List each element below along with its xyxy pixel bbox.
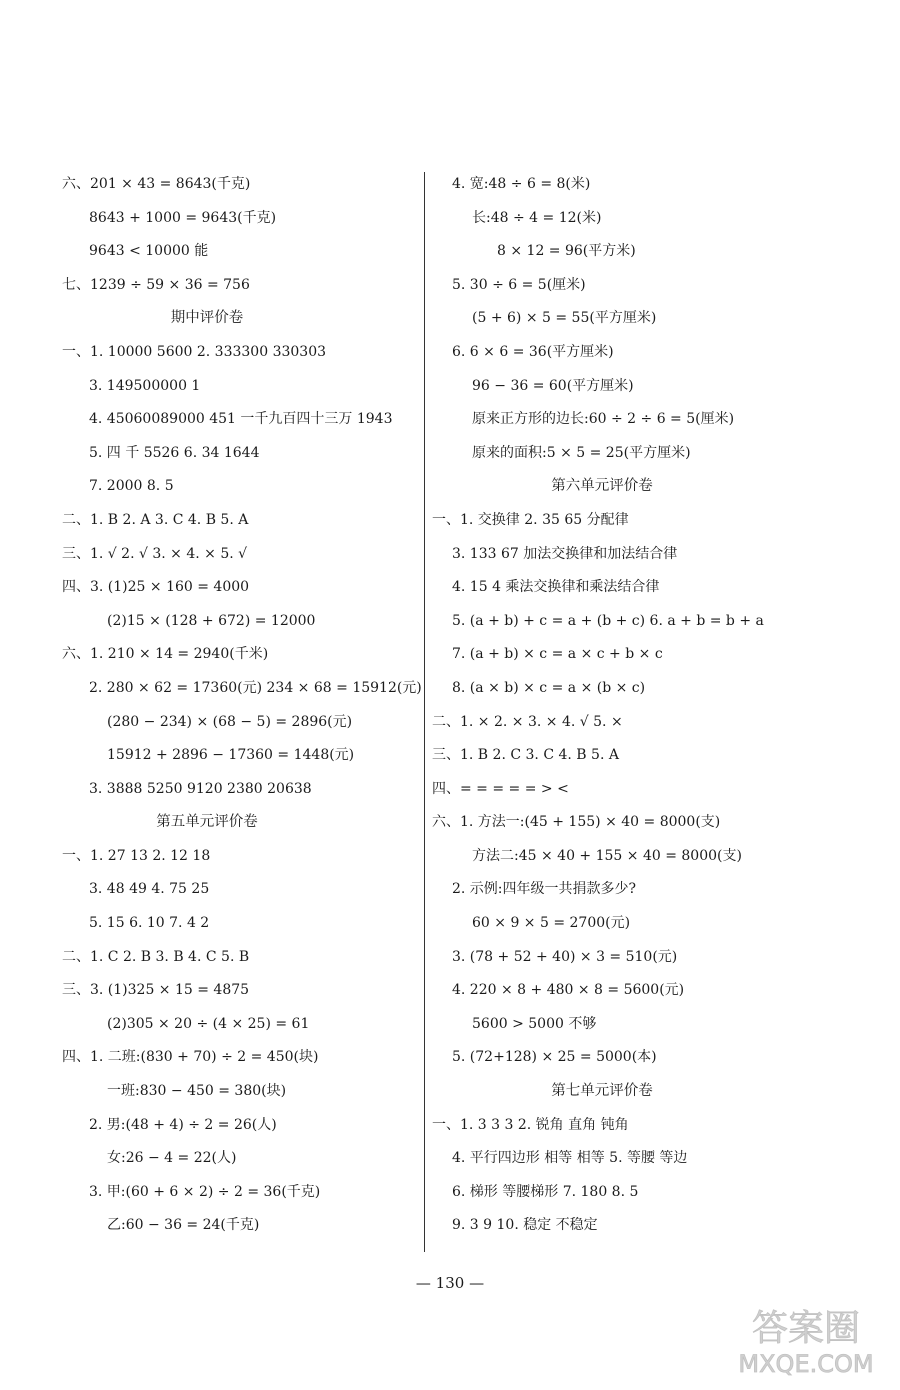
answer-line: 四、= = = = = > < (432, 780, 569, 797)
answer-line: (280 − 234) × (68 − 5) = 2896(元) (107, 713, 353, 730)
answer-line: (2)305 × 20 ÷ (4 × 25) = 61 (107, 1015, 310, 1032)
answer-line: 15912 + 2896 − 17360 = 1448(元) (107, 747, 355, 764)
section-heading: 第七单元评价卷 (551, 1083, 653, 1100)
answer-line: 一班:830 − 450 = 380(块) (107, 1083, 287, 1100)
answer-line: 乙:60 − 36 = 24(千克) (107, 1217, 260, 1234)
answer-line: 96 − 36 = 60(平方厘米) (472, 377, 634, 394)
answer-line: 2. 男:(48 + 4) ÷ 2 = 26(人) (89, 1116, 277, 1133)
answer-line: 原来的面积:5 × 5 = 25(平方厘米) (472, 444, 691, 461)
watermark-url: MXQE.COM (738, 1350, 874, 1378)
answer-line: 长:48 ÷ 4 = 12(米) (472, 209, 602, 226)
answer-line: 60 × 9 × 5 = 2700(元) (472, 915, 631, 932)
answer-line: 3. (78 + 52 + 40) × 3 = 510(元) (452, 948, 678, 965)
answer-line: 七、1239 ÷ 59 × 36 = 756 (62, 276, 250, 293)
answer-line: 8643 + 1000 = 9643(千克) (89, 209, 277, 226)
right-column (432, 168, 852, 1243)
left-column (62, 168, 422, 1243)
section-heading: 第六单元评价卷 (551, 478, 653, 495)
answer-line: 4. 平行四边形 相等 相等 5. 等腰 等边 (452, 1150, 688, 1167)
answer-line: (2)15 × (128 + 672) = 12000 (107, 612, 316, 629)
answer-line: 3. 48 49 4. 75 25 (89, 881, 210, 898)
answer-line: 三、1. √ 2. √ 3. × 4. × 5. √ (62, 545, 248, 562)
watermark-text: 答案圈 (751, 1308, 861, 1349)
answer-line: 2. 示例:四年级一共捐款多少? (452, 881, 637, 898)
answer-line: 5. 四 千 5526 6. 34 1644 (89, 444, 260, 461)
answer-line: 3. 133 67 加法交换律和加法结合律 (452, 545, 678, 562)
answer-line: 7. (a + b) × c = a × c + b × c (452, 646, 663, 663)
answer-line: 5. 30 ÷ 6 = 5(厘米) (452, 276, 586, 293)
watermark-logo (726, 1300, 886, 1380)
answer-line: 4. 宽:48 ÷ 6 = 8(米) (452, 176, 591, 192)
answer-line: 六、201 × 43 = 8643(千克) (62, 176, 251, 192)
answer-line: 一、1. 27 13 2. 12 18 (62, 847, 211, 864)
answer-line: 原来正方形的边长:60 ÷ 2 ÷ 6 = 5(厘米) (472, 411, 735, 428)
answer-line: 5. (a + b) + c = a + (b + c) 6. a + b = b + a (452, 612, 764, 629)
answer-line: 5. 15 6. 10 7. 4 2 (89, 915, 210, 932)
answer-line: 5600 > 5000 不够 (472, 1015, 597, 1032)
answer-line: 5. (72+128) × 25 = 5000(本) (452, 1049, 657, 1066)
answer-line: 9. 3 9 10. 稳定 不稳定 (452, 1217, 598, 1234)
answer-line: 六、1. 210 × 14 = 2940(千米) (62, 646, 269, 663)
answer-line: 8. (a × b) × c = a × (b × c) (452, 679, 646, 696)
answer-line: 二、1. C 2. B 3. B 4. C 5. B (62, 948, 250, 965)
answer-line: 女:26 − 4 = 22(人) (107, 1150, 237, 1167)
answer-line: 4. 15 4 乘法交换律和乘法结合律 (452, 579, 660, 596)
answer-line: 2. 280 × 62 = 17360(元) 234 × 68 = 15912(元) (89, 679, 422, 696)
answer-line: 一、1. 3 3 3 2. 锐角 直角 钝角 (432, 1116, 629, 1133)
answer-line: 二、1. B 2. A 3. C 4. B 5. A (62, 511, 249, 528)
answer-line: 8 × 12 = 96(平方米) (497, 243, 636, 260)
answer-line: 7. 2000 8. 5 (89, 478, 174, 495)
answer-line: 9643 < 10000 能 (89, 243, 209, 260)
answer-line: 3. 149500000 1 (89, 377, 201, 394)
answer-line: 3. 3888 5250 9120 2380 20638 (89, 780, 312, 797)
answer-line: 4. 45060089000 451 一千九百四十三万 1943 (89, 411, 393, 428)
answer-line: 六、1. 方法一:(45 + 155) × 40 = 8000(支) (432, 814, 721, 831)
section-heading: 期中评价卷 (170, 310, 244, 327)
answer-line: 6. 6 × 6 = 36(平方厘米) (452, 343, 614, 360)
section-heading: 第五单元评价卷 (156, 814, 258, 831)
answer-line: 四、1. 二班:(830 + 70) ÷ 2 = 450(块) (62, 1049, 319, 1066)
answer-line: 三、3. (1)325 × 15 = 4875 (62, 982, 250, 999)
page-number: — 130 — (415, 1274, 485, 1292)
answer-line: 一、1. 交换律 2. 35 65 分配律 (432, 511, 629, 528)
answer-line: 一、1. 10000 5600 2. 333300 330303 (62, 343, 327, 360)
answer-line: 四、3. (1)25 × 160 = 4000 (62, 579, 250, 596)
answer-line: 二、1. × 2. × 3. × 4. √ 5. × (432, 713, 623, 730)
answer-line: 3. 甲:(60 + 6 × 2) ÷ 2 = 36(千克) (89, 1183, 321, 1200)
answer-line: 方法二:45 × 40 + 155 × 40 = 8000(支) (472, 847, 742, 864)
column-divider (424, 172, 425, 1252)
answer-line: (5 + 6) × 5 = 55(平方厘米) (472, 310, 657, 327)
answer-line: 6. 梯形 等腰梯形 7. 180 8. 5 (452, 1183, 639, 1200)
answer-line: 三、1. B 2. C 3. C 4. B 5. A (432, 747, 619, 764)
answer-line: 4. 220 × 8 + 480 × 8 = 5600(元) (452, 982, 685, 999)
